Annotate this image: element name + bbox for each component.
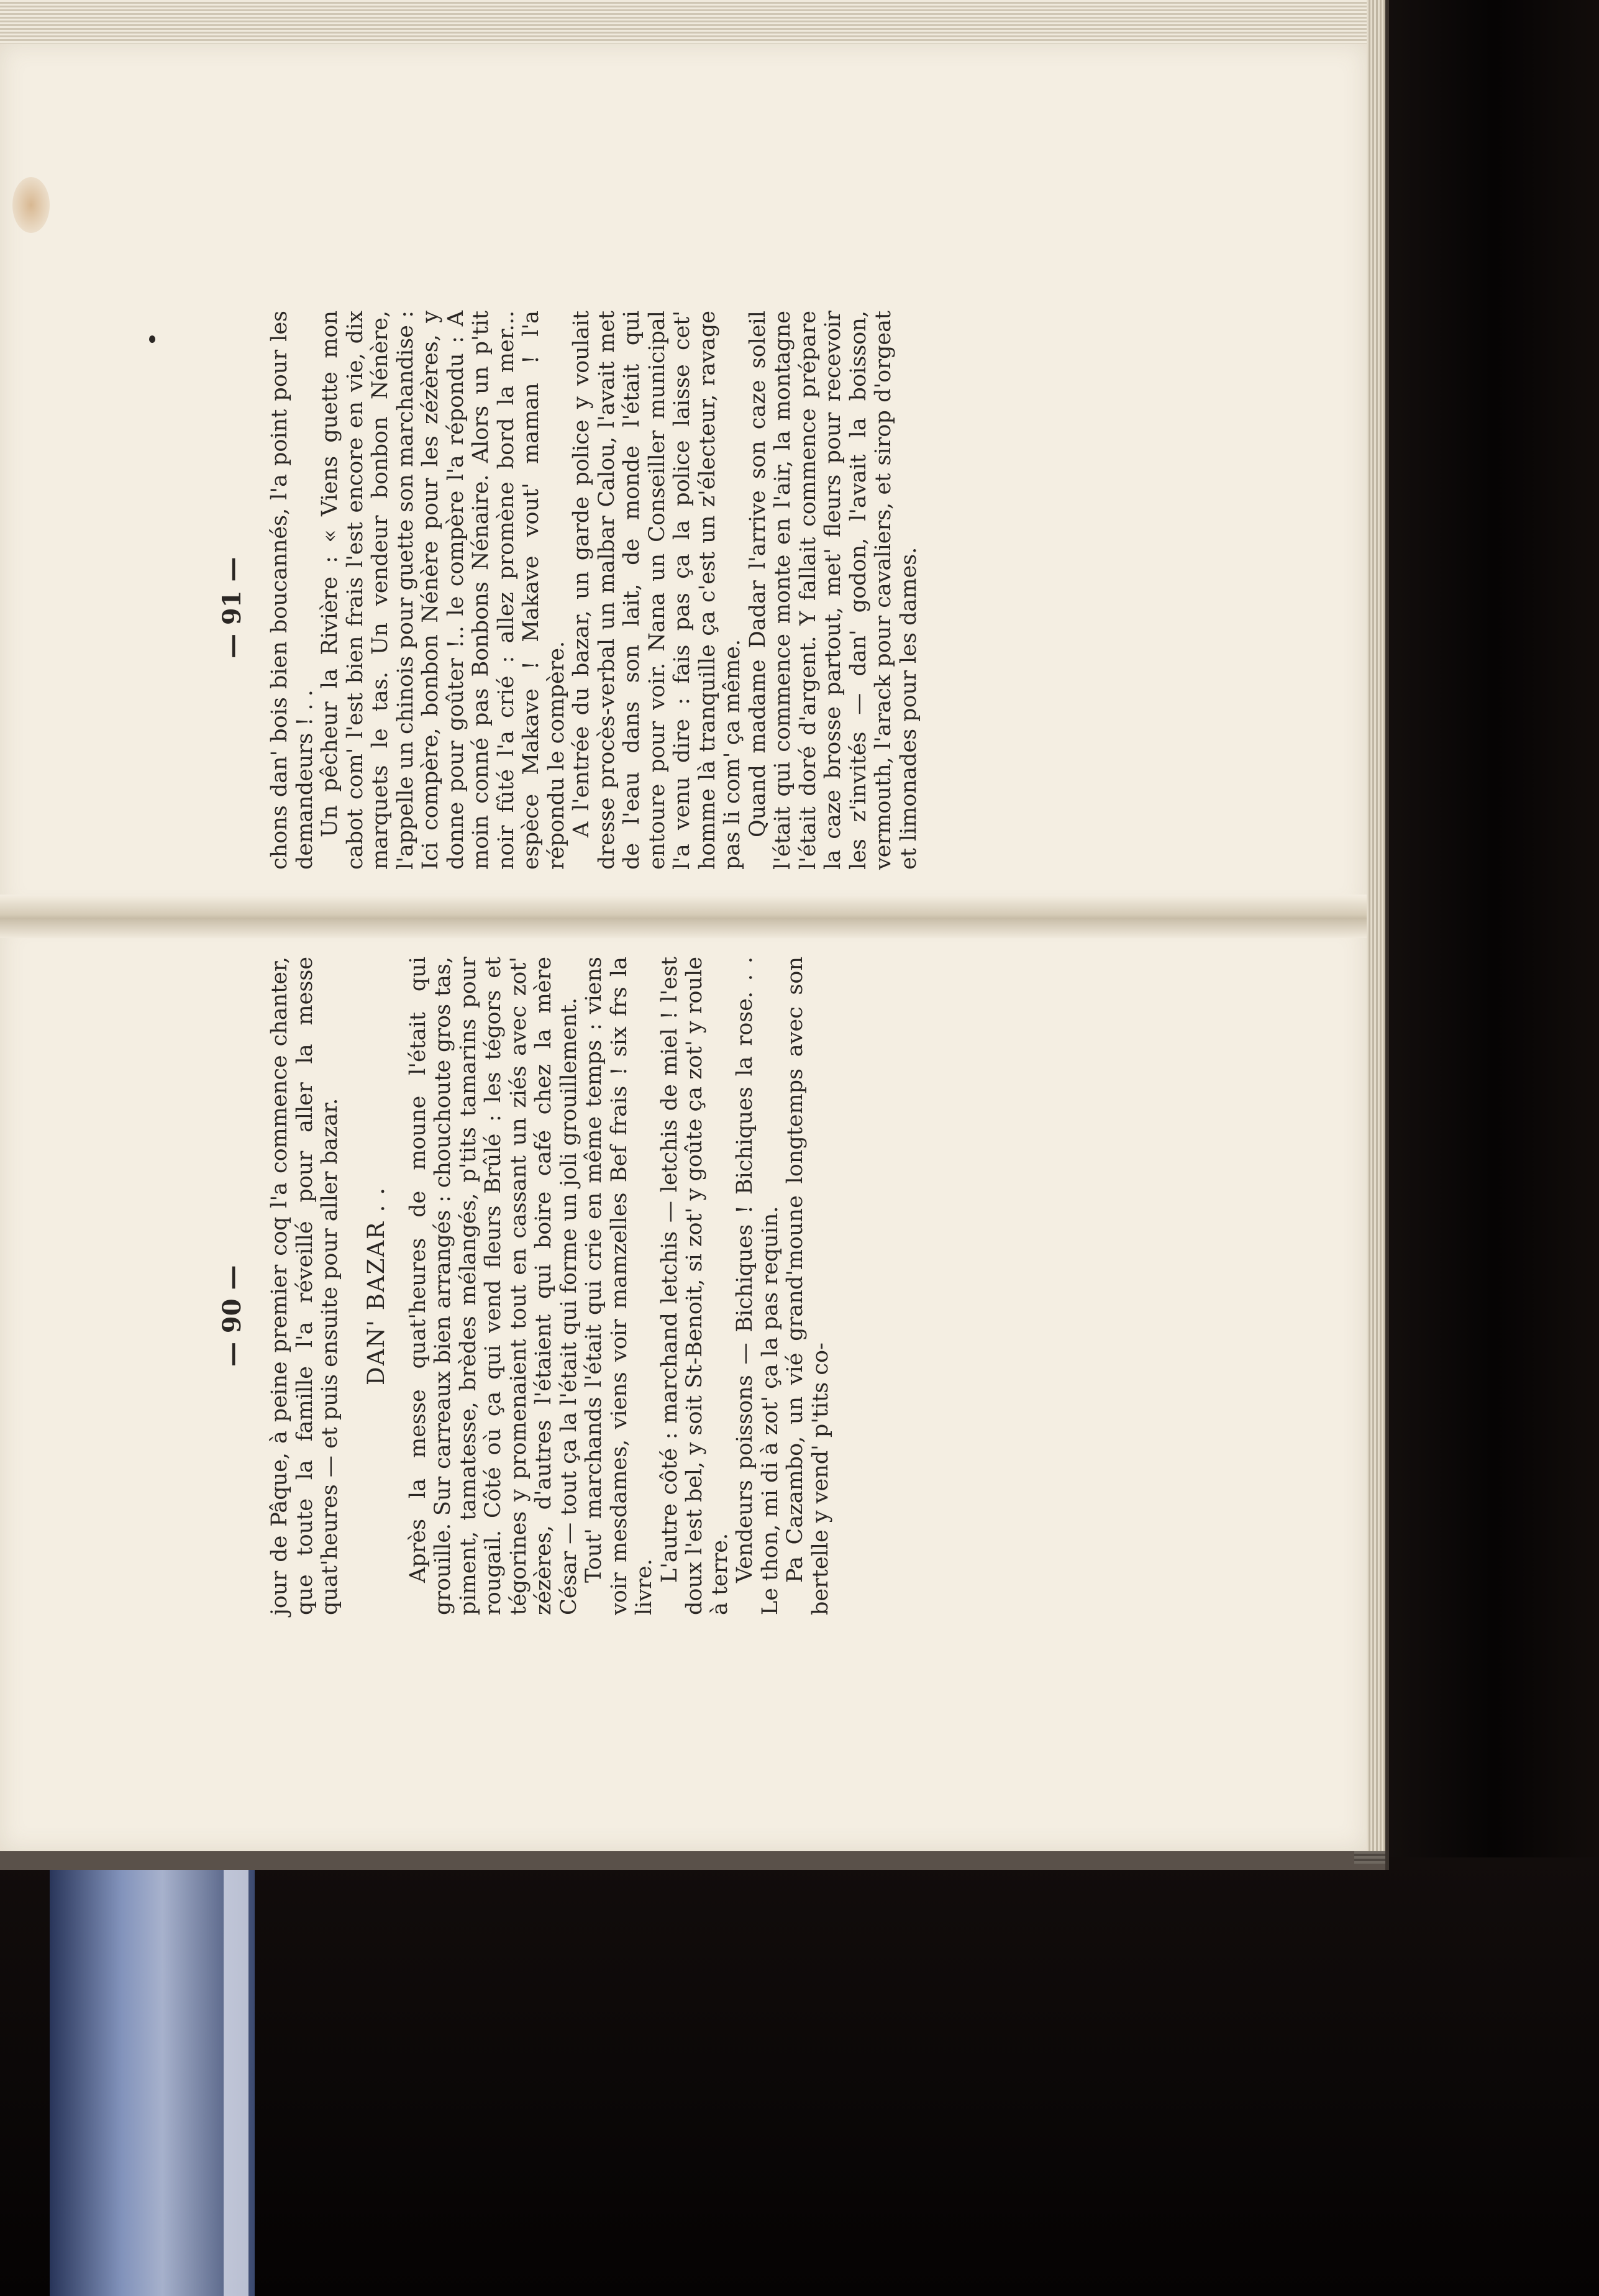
page-90-paragraph-5: Pa Cazambo, un vié grand'moune longtemps avec son bertelle y vend' p'tits co- (783, 957, 833, 1615)
page-number-91: — 91 — (217, 557, 247, 658)
page-91-paragraph-1: chons dan' bois bien boucannés, l'a point pour les demandeurs ! . . (267, 311, 317, 870)
page-block-right-edge-lower (1367, 919, 1385, 1851)
page-block-top-edge (0, 0, 1385, 43)
page-91-paragraph-4: Quand madame Dadar l'arrive son caze soleil l'était qui commence monte en l'air, la montagne l'était doré d'argent. Y fallait commence prépare la caze brosse partout, met' fleurs pour recevoir les z'invités — dan' godon, l'avait la boisson, vermouth, l'arack pour cavaliers, et sirop d'orgeat et limonades pour les dames. (745, 311, 921, 870)
page-90-text-block (267, 957, 833, 1615)
book-gutter (0, 895, 1367, 938)
page-90-intro: jour de Pâque, à peine premier coq l'a commence chanter, que toute la famille l'a réveillé pour aller la messe quat'heures — et puis ensuite pour aller bazar. (267, 957, 342, 1615)
page-91-text-block (267, 311, 921, 870)
ink-dot (149, 335, 155, 343)
page-90-paragraph-2: Tout' marchands l'était qui crie en même temps : viens voir mesdames, viens voir mamzelles Bef frais ! six frs la livre. (581, 957, 657, 1615)
page-91-paragraph-2: Un pêcheur la Rivière : « Viens guette mon cabot com' l'est bien frais l'est encore en vie, dix marquets le tas. Un vendeur bonbon Nénère, l'appelle un chinois pour guette son marchandise : Ici compère, bonbon Nénère pour les zézères, y donne pour goûter !.. le compère l'a répondu : A moin conné pas Bonbons Nénaire. Alors un p'tit noir fûté l'a crié : allez promène bord la mer... espèce Makave ! Makave vout' maman ! l'a répondu le compère. (317, 311, 569, 870)
section-heading: DAN' BAZAR . . (362, 1187, 390, 1385)
paper-stain (12, 177, 50, 233)
page-number-90: — 90 — (217, 1265, 247, 1367)
page-block-right-edge-upper (1367, 0, 1385, 919)
page-91-paragraph-3: A l'entrée du bazar, un garde police y voulait dresse procès-verbal un malbar Calou, l'avait met de l'eau dans son lait, de monde l'était qui entoure pour voir. Nana un Conseiller municipal l'a venu dire : fais pas ça la police laisse cet' homme là tranquille ça c'est un z'électeur, ravage pas li com' ça même. (569, 311, 745, 870)
page-90-paragraph-1: Après la messe quat'heures de moune l'était qui grouille. Sur carreaux bien arrangés : chouchoute gros tas, piment, tamatesse, brèdes mélangés, p'tits tamarins pour rougail. Côté où ça qui vend fleurs Brûlé : les tégors et tégorines y promenaient tout en cassant un ziés avec zot' zézères, d'autres l'étaient qui boire café chez la mère César — tout ça la l'était qui forme un joli grouillement. (405, 957, 581, 1615)
page-90-paragraph-3: L'autre côté : marchand letchis — letchis de miel ! l'est doux l'est bel, y soit St-Benoit, si zot' y goûte ça zot' y roule à terre. (657, 957, 732, 1615)
page-90-paragraph-4: Vendeurs poissons — Bichiques ! Bichiques la rose. . . Le thon, mi di à zot' ça la pas requin. (732, 957, 783, 1615)
window-reflection-highlight (224, 1870, 248, 2296)
